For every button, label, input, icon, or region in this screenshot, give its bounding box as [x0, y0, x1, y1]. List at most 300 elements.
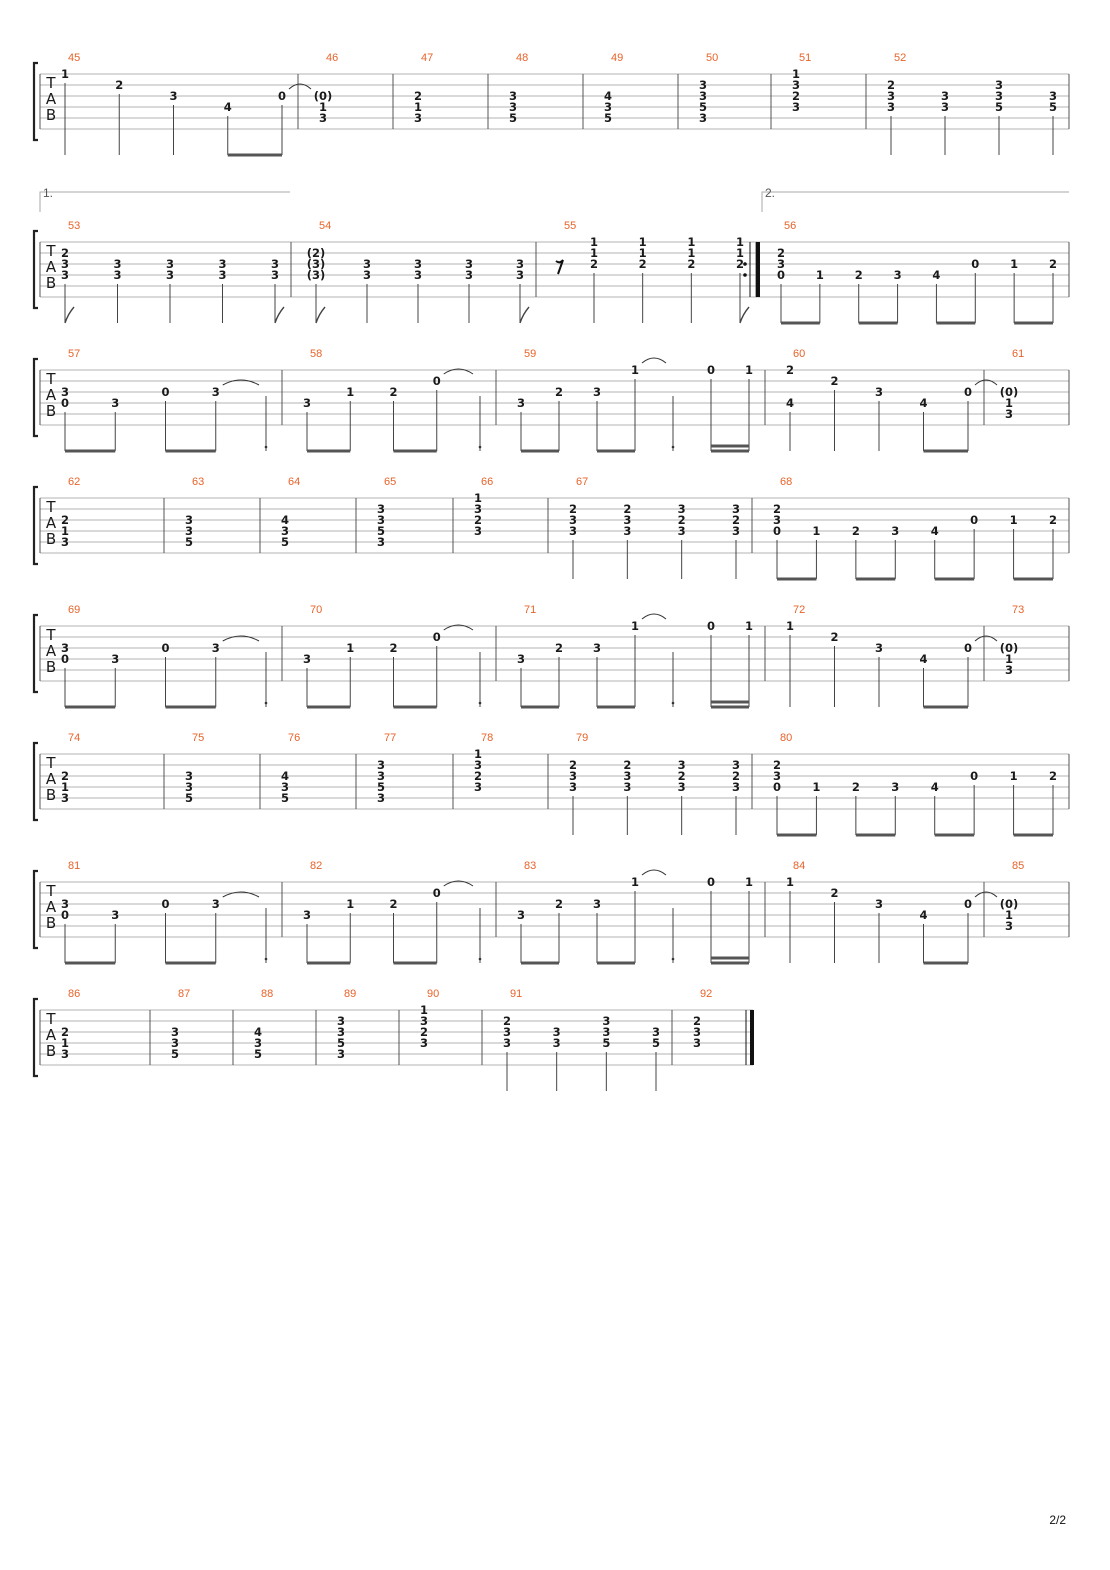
note-event: [111, 652, 119, 707]
fret-number: 5: [253, 1047, 263, 1061]
tab-system: [34, 604, 1069, 707]
fret-number: 3: [603, 100, 613, 114]
fret-number: 2: [692, 1014, 702, 1028]
measure-number: 52: [894, 52, 907, 64]
fret-number: 3: [184, 769, 194, 783]
fret-number: (0): [999, 897, 1019, 911]
note-event: [786, 363, 794, 451]
fret-number: 1: [735, 246, 745, 260]
tab-clef-letter: A: [45, 898, 57, 916]
measure: [699, 52, 718, 125]
tie-arc: [642, 614, 666, 619]
fret-number: 3: [731, 524, 741, 538]
measure: [503, 988, 660, 1091]
note-event: [555, 897, 563, 963]
note-event: [964, 892, 997, 963]
volta-bracket: [40, 192, 290, 212]
note-event: [736, 235, 749, 323]
tab-clef-letter: T: [46, 242, 56, 260]
fret-number: 3: [165, 268, 175, 282]
note-event: [786, 619, 794, 707]
tab-clef-letter: A: [45, 642, 57, 660]
note-event: [166, 257, 174, 323]
staff-bracket: [34, 743, 38, 820]
fret-number: 3: [994, 89, 1004, 103]
measure: [474, 732, 493, 794]
fret-number: 0: [432, 630, 441, 644]
fret-number: 3: [218, 268, 227, 282]
repeat-end-barline: [756, 242, 760, 297]
note-event: [569, 758, 577, 835]
fret-number: 1: [744, 875, 754, 889]
tab-system: [34, 988, 754, 1091]
tab-clef-letter: A: [45, 770, 57, 788]
fret-number: 3: [419, 1014, 429, 1028]
measure: [303, 348, 481, 451]
fret-number: 3: [473, 524, 483, 538]
fret-number: 2: [554, 897, 564, 911]
fret-number: 3: [602, 1025, 611, 1039]
fret-number: 4: [223, 100, 232, 114]
fret-number: 0: [277, 89, 287, 103]
fret-number: 1: [1010, 257, 1019, 271]
note-event: [281, 513, 289, 549]
note-event: [161, 385, 169, 451]
note-event: [773, 758, 781, 835]
note-event: [111, 396, 119, 451]
fret-number: 3: [568, 524, 578, 538]
dot: [479, 446, 482, 449]
note-event: [111, 908, 119, 963]
note-event: [602, 1014, 610, 1091]
fret-number: 4: [785, 396, 795, 410]
fret-number: 3: [1048, 89, 1058, 103]
fret-number: 3: [651, 1025, 661, 1039]
tab-systems: [34, 52, 1069, 1091]
fret-number: 2: [772, 758, 782, 772]
fret-number: 1: [630, 875, 640, 889]
note-event: [1010, 513, 1018, 579]
measure-number: 76: [288, 732, 301, 744]
tab-clef-letter: B: [45, 106, 57, 124]
fret-number: 2: [731, 513, 741, 527]
fret-number: 3: [376, 513, 386, 527]
eighth-rest: [556, 260, 563, 274]
fret-number: 0: [161, 897, 170, 911]
fret-number: 3: [515, 257, 525, 271]
note-event: [745, 363, 753, 451]
fret-number: 2: [554, 641, 564, 655]
fret-number: 1: [1004, 396, 1014, 410]
note-event: [852, 524, 860, 579]
note-event: [61, 513, 69, 549]
note-event: [169, 89, 177, 155]
measure: [762, 186, 1069, 323]
fret-number: 1: [473, 747, 483, 761]
note-event: [553, 1025, 561, 1091]
note-event: [479, 652, 482, 707]
measure-number: 71: [524, 604, 537, 616]
measure: [61, 348, 267, 451]
fret-number: 2: [830, 630, 839, 644]
note-event: [891, 780, 899, 835]
note-event: [932, 268, 940, 323]
fret-number: 2: [776, 246, 786, 260]
measure-number: 58: [310, 348, 323, 360]
measure-number: 63: [192, 476, 205, 488]
tab-clef-letter: B: [45, 402, 57, 420]
measure: [281, 732, 300, 805]
measure: [281, 476, 300, 549]
note-event: [303, 908, 311, 963]
fret-number: 3: [568, 769, 578, 783]
staff-bracket: [34, 63, 38, 140]
measure-number: 85: [1012, 860, 1025, 872]
fret-number: 3: [874, 897, 884, 911]
measure-number: 53: [68, 220, 81, 232]
tab-clef-letter: T: [46, 498, 56, 516]
measure-number: 60: [793, 348, 806, 360]
note-event: [970, 769, 978, 835]
fret-number: 5: [336, 1036, 346, 1050]
note-event: [623, 758, 631, 835]
fret-number: 3: [253, 1036, 263, 1050]
tab-clef-letter: T: [46, 1010, 56, 1028]
fret-number: 0: [963, 641, 973, 655]
note-event: [604, 89, 612, 125]
note-event: [389, 897, 397, 963]
fret-number: 1: [346, 897, 355, 911]
tab-clef-letter: A: [45, 258, 57, 276]
fret-number: 3: [677, 780, 686, 794]
measure-number: 79: [576, 732, 589, 744]
note-event: [161, 641, 169, 707]
fret-number: 1: [589, 246, 599, 260]
fret-number: 0: [970, 769, 979, 783]
fret-number: 2: [687, 257, 696, 271]
note-event: [732, 758, 740, 835]
fret-number: 3: [413, 268, 423, 282]
fret-number: 3: [184, 513, 194, 527]
fret-number: 5: [280, 791, 290, 805]
fret-number: 3: [60, 641, 70, 655]
fret-number: 2: [60, 769, 70, 783]
tab-clef-letter: T: [46, 754, 56, 772]
note-event: [303, 652, 311, 707]
measure-number: 50: [706, 52, 719, 64]
measure: [420, 988, 439, 1050]
fret-number: 2: [886, 78, 896, 92]
measure: [377, 476, 396, 549]
fret-number: 4: [930, 780, 939, 794]
fret-number: 3: [568, 513, 578, 527]
note-event: [852, 780, 860, 835]
measure-number: 64: [288, 476, 301, 488]
tab-clef-letter: A: [45, 386, 57, 404]
repeat-dot: [743, 273, 747, 277]
note-event: [503, 1014, 511, 1091]
fret-number: 3: [1004, 919, 1014, 933]
fret-number: 3: [270, 268, 280, 282]
measure-number: 82: [310, 860, 323, 872]
fret-number: 2: [502, 1014, 512, 1028]
fret-number: 1: [1009, 769, 1018, 783]
fret-number: 3: [623, 769, 632, 783]
note-event: [303, 396, 311, 451]
measure-number: 57: [68, 348, 81, 360]
fret-number: 3: [413, 257, 423, 271]
note-event: [732, 502, 740, 579]
fret-number: 3: [60, 535, 70, 549]
fret-number: 3: [60, 257, 70, 271]
fret-number: 3: [111, 908, 120, 922]
fret-number: 3: [893, 268, 902, 282]
fret-number: 2: [60, 1025, 70, 1039]
fret-number: 0: [60, 908, 70, 922]
fret-number: 0: [971, 257, 980, 271]
fret-number: 3: [623, 524, 632, 538]
dot: [479, 958, 482, 961]
fret-number: 2: [1048, 513, 1058, 527]
fret-number: 1: [687, 246, 696, 260]
measure: [786, 348, 997, 451]
note-flag: [316, 307, 325, 323]
fret-number: 1: [419, 1003, 429, 1017]
measure: [377, 732, 396, 805]
note-event: [224, 100, 232, 155]
note-event: [995, 78, 1003, 155]
fret-number: 3: [994, 78, 1004, 92]
note-event: [887, 78, 895, 155]
fret-number: 2: [60, 246, 70, 260]
note-event: [1049, 769, 1057, 835]
note-event: [812, 780, 820, 835]
measure-number: 78: [481, 732, 494, 744]
fret-number: 1: [735, 235, 745, 249]
tab-clef-letter: T: [46, 626, 56, 644]
measure: [604, 52, 623, 125]
fret-number: 4: [253, 1025, 263, 1039]
fret-number: (2): [306, 246, 326, 260]
note-event: [707, 619, 715, 707]
measure-number: 90: [427, 988, 440, 1000]
fret-number: 3: [692, 1025, 702, 1039]
measure-number: 81: [68, 860, 81, 872]
note-event: [894, 268, 902, 323]
dot: [265, 446, 268, 449]
tab-system: [34, 348, 1069, 451]
fret-number: 2: [623, 502, 632, 516]
fret-number: 1: [60, 67, 70, 81]
fret-number: 3: [568, 780, 578, 794]
measure: [1000, 604, 1025, 677]
measure-number: 83: [524, 860, 537, 872]
volta-label: 1.: [43, 186, 54, 200]
note-event: [161, 897, 169, 963]
fret-number: (0): [313, 89, 333, 103]
note-event: [414, 89, 422, 125]
fret-number: 5: [603, 111, 613, 125]
note-event: [687, 235, 695, 323]
fret-number: 3: [552, 1025, 561, 1039]
fret-number: 0: [432, 886, 441, 900]
fret-number: 2: [785, 363, 795, 377]
fret-number: 5: [184, 791, 194, 805]
fret-number: 0: [776, 268, 786, 282]
measure: [773, 476, 1057, 579]
fret-number: 3: [552, 1036, 561, 1050]
fret-number: 1: [630, 363, 640, 377]
note-event: [171, 1025, 179, 1061]
fret-number: 3: [165, 257, 175, 271]
note-event: [479, 908, 482, 963]
fret-number: 3: [731, 502, 741, 516]
tab-clef-letter: T: [46, 74, 56, 92]
fret-number: 3: [376, 769, 386, 783]
fret-number: 2: [677, 513, 686, 527]
fret-number: 1: [473, 491, 483, 505]
fret-number: 3: [362, 268, 372, 282]
note-flag: [520, 307, 529, 323]
fret-number: 1: [785, 875, 795, 889]
note-event: [773, 502, 781, 579]
tab-clef-letter: B: [45, 914, 57, 932]
fret-number: 2: [568, 502, 578, 516]
fret-number: 5: [376, 780, 386, 794]
note-event: [919, 908, 927, 963]
note-event: [185, 513, 193, 549]
note-event: [346, 897, 354, 963]
fret-number: 2: [554, 385, 564, 399]
fret-number: 2: [677, 769, 686, 783]
measure: [254, 988, 273, 1061]
fret-number: 3: [502, 1025, 512, 1039]
staff-bracket: [34, 231, 38, 308]
fret-number: 2: [389, 641, 398, 655]
note-event: [212, 636, 259, 707]
measure: [517, 348, 753, 451]
note-event: [672, 652, 675, 707]
fret-number: (0): [999, 385, 1019, 399]
note-event: [61, 246, 74, 323]
note-event: [1049, 513, 1057, 579]
tab-system: [34, 860, 1069, 963]
fret-number: 0: [60, 396, 70, 410]
measure-number: 47: [421, 52, 434, 64]
note-event: [465, 257, 473, 323]
fret-number: 2: [413, 89, 423, 103]
fret-number: 2: [389, 385, 398, 399]
fret-number: 3: [211, 385, 220, 399]
fret-number: 3: [886, 100, 896, 114]
note-event: [970, 513, 978, 579]
note-event: [479, 396, 482, 451]
note-event: [792, 67, 800, 114]
note-event: [61, 67, 69, 155]
tab-clef-letter: B: [45, 786, 57, 804]
fret-number: 3: [874, 641, 884, 655]
note-event: [593, 385, 601, 451]
note-event: [875, 641, 883, 707]
measure-number: 70: [310, 604, 323, 616]
fret-number: 4: [280, 769, 290, 783]
fret-number: 3: [280, 780, 290, 794]
fret-number: 1: [413, 100, 423, 114]
measure-number: 61: [1012, 348, 1025, 360]
note-event: [265, 396, 268, 451]
tab-clef-letter: B: [45, 658, 57, 676]
fret-number: 3: [302, 396, 312, 410]
fret-number: 2: [772, 502, 782, 516]
measure-number: 91: [510, 988, 523, 1000]
note-event: [590, 235, 598, 323]
fret-number: 3: [376, 535, 386, 549]
fret-number: 2: [638, 257, 647, 271]
fret-number: 5: [994, 100, 1004, 114]
fret-number: 5: [698, 100, 708, 114]
fret-number: 3: [113, 268, 122, 282]
tab-clef-letter: B: [45, 1042, 57, 1060]
measure: [556, 220, 760, 323]
note-event: [61, 641, 69, 707]
fret-number: 3: [376, 502, 386, 516]
measure: [569, 476, 740, 579]
note-event: [830, 374, 838, 451]
tab-clef-letter: A: [45, 90, 57, 108]
note-event: [707, 875, 715, 963]
note-event: [363, 257, 371, 323]
note-event: [745, 619, 753, 707]
note-event: [964, 636, 997, 707]
measure: [61, 604, 267, 707]
note-event: [830, 886, 838, 963]
page-number: 2/2: [1049, 1513, 1066, 1527]
measure-number: 84: [793, 860, 806, 872]
fret-number: 3: [602, 1014, 611, 1028]
final-barline: [750, 1010, 754, 1065]
dot: [672, 446, 675, 449]
measure: [509, 52, 528, 125]
note-event: [254, 1025, 262, 1061]
fret-number: 1: [744, 619, 754, 633]
note-event: [631, 614, 666, 707]
staff-bracket: [34, 999, 38, 1076]
fret-number: 4: [932, 268, 941, 282]
fret-number: 3: [502, 1036, 512, 1050]
fret-number: 2: [115, 78, 124, 92]
fret-number: (3): [306, 257, 326, 271]
measure-number: 54: [319, 220, 332, 232]
fret-number: 1: [346, 385, 355, 399]
fret-number: 2: [419, 1025, 429, 1039]
measure-number: 75: [192, 732, 205, 744]
fret-number: 1: [812, 780, 821, 794]
note-event: [389, 385, 397, 451]
fret-number: 4: [919, 908, 928, 922]
fret-number: 1: [1004, 652, 1014, 666]
fret-number: 2: [735, 257, 745, 271]
measure-number: 86: [68, 988, 81, 1000]
note-event: [307, 246, 326, 323]
note-event: [745, 875, 753, 963]
fret-number: 1: [630, 619, 640, 633]
note-event: [593, 897, 601, 963]
tab-clef-letter: B: [45, 530, 57, 548]
tab-system: [34, 732, 1069, 835]
fret-number: 3: [677, 758, 686, 772]
fret-number: 3: [111, 652, 120, 666]
fret-number: 0: [60, 652, 70, 666]
